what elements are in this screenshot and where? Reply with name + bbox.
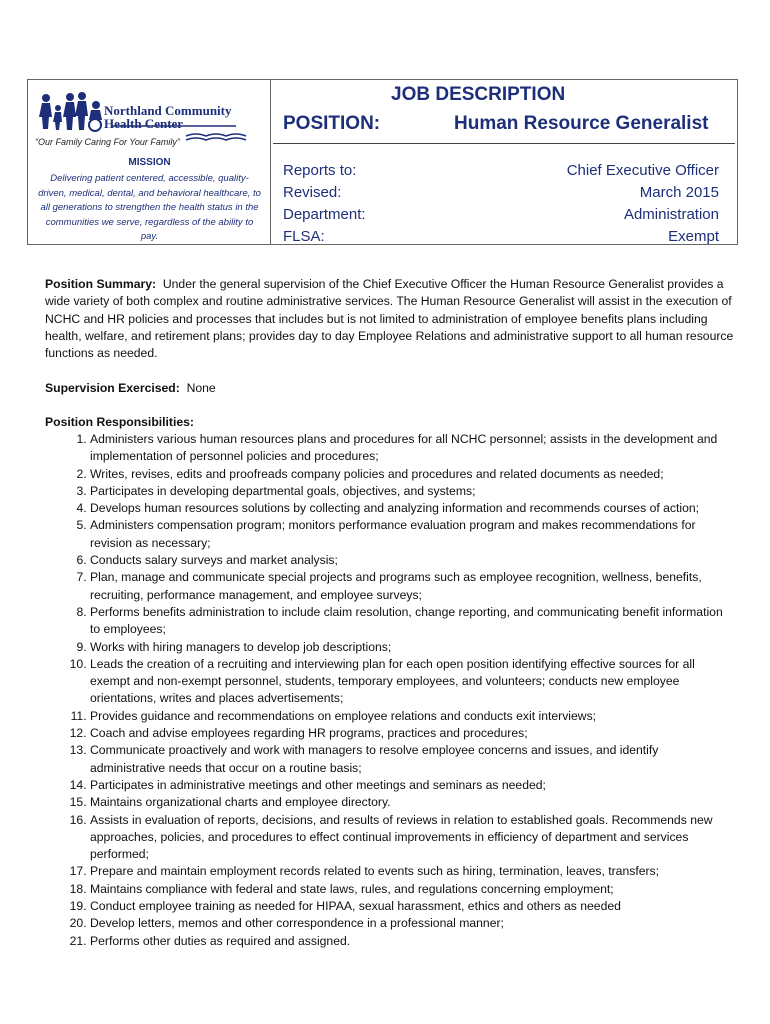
list-item: 2. Writes, revises, edits and proofreads company policies and procedures and related documents as needed; [90,466,735,483]
responsibilities-heading: Position Responsibilities: [45,415,194,429]
position-rule [273,143,735,144]
reports-to-label: Reports to: [283,162,357,179]
org-name-line1: Northland Community [104,103,232,118]
org-panel [28,80,271,244]
header-box [27,79,738,245]
list-item: 14. Participates in administrative meetings and other meetings and seminars as needed; [90,777,735,794]
supervision-label: Supervision Exercised: [45,381,180,395]
list-item: 12. Coach and advise employees regarding HR programs, practices and procedures; [90,725,735,742]
list-item: 17. Prepare and maintain employment records related to events such as hiring, termination, leaves, transfers; [90,863,735,880]
list-item: 11. Provides guidance and recommendations on employee relations and conducts exit interviews; [90,708,735,725]
position-summary [45,276,735,362]
list-item: 16. Assists in evaluation of reports, decisions, and results of reviews in relation to established goals. Recommends new approaches, policies, and procedures to effect continual improvements in efficiency of department and services performed; [90,812,735,864]
summary-label: Position Summary: [45,277,157,291]
list-item: 6. Conducts salary surveys and market analysis; [90,552,735,569]
list-item: 3. Participates in developing departmental goals, objectives, and systems; [90,483,735,500]
list-item: 5. Administers compensation program; monitors performance evaluation program and makes recommendations for revision as necessary; [90,517,735,552]
list-item: 10. Leads the creation of a recruiting and interviewing plan for each open position identifying effective sources for all exempt and non-exempt personnel, students, temporary employees, and volunteers; conducts new employee orientations, writes and places advertisements; [90,656,735,708]
responsibilities-list [45,431,735,950]
list-item: 18. Maintains compliance with federal and state laws, rules, and regulations concerning employment; [90,881,735,898]
list-item: 13. Communicate proactively and work with managers to resolve employee concerns and issues, and identify administrative needs that occur on a routine basis; [90,742,735,777]
list-item: 20. Develop letters, memos and other correspondence in a professional manner; [90,915,735,932]
mission-text: Delivering patient centered, accessible, quality-driven, medical, dental, and behavioral healthcare, to all generations to strengthen the health status in the communities we serve, regardless of the ability to pay. [38,173,261,242]
org-name-line2: Health Center [104,116,184,131]
list-item: 21. Performs other duties as required and assigned. [90,933,735,950]
list-item: 1. Administers various human resources plans and procedures for all NCHC personnel; assists in the development and implementation of personnel policies and procedures; [90,431,735,466]
revised-value: March 2015 [639,184,719,201]
position-label: POSITION: [283,113,381,134]
doc-title: JOB DESCRIPTION [391,84,566,105]
flsa-label: FLSA: [283,228,325,245]
department-label: Department: [283,206,366,223]
department-value: Administration [623,206,719,223]
mission-title: MISSION [128,157,171,168]
list-item: 9. Works with hiring managers to develop job descriptions; [90,639,735,656]
supervision-exercised [45,380,735,397]
org-name [104,104,232,130]
position-value: Human Resource Generalist [454,113,709,134]
reports-to-value: Chief Executive Officer [566,162,719,179]
list-item: 7. Plan, manage and communicate special projects and programs such as employee recognition, wellness, benefits, recruiting, performance management, and employee surveys; [90,569,735,604]
list-item: 15. Maintains organizational charts and employee directory. [90,794,735,811]
list-item: 4. Develops human resources solutions by collecting and analyzing information and recommends courses of action; [90,500,735,517]
list-item: 8. Performs benefits administration to include claim resolution, change reporting, and communicating benefit information to employees; [90,604,735,639]
flsa-value: Exempt [668,228,719,245]
list-item: 19. Conduct employee training as needed for HIPAA, sexual harassment, ethics and others as needed [90,898,735,915]
tagline: “Our Family Caring For Your Family” [35,137,180,147]
summary-text: Under the general supervision of the Chief Executive Officer the Human Resource Generalist provides a wide variety of both complex and routine administrative services. The Human Resource Generalist will assist in the execution of NCHC and HR policies and processes that includes but is not limited to administration of employee benefits plans including health, welfare, and retirement plans; provides day to day Employee Relations and administrative support to all human resource functions as needed. [45,277,734,361]
supervision-text: None [186,381,216,395]
revised-label: Revised: [283,184,342,201]
